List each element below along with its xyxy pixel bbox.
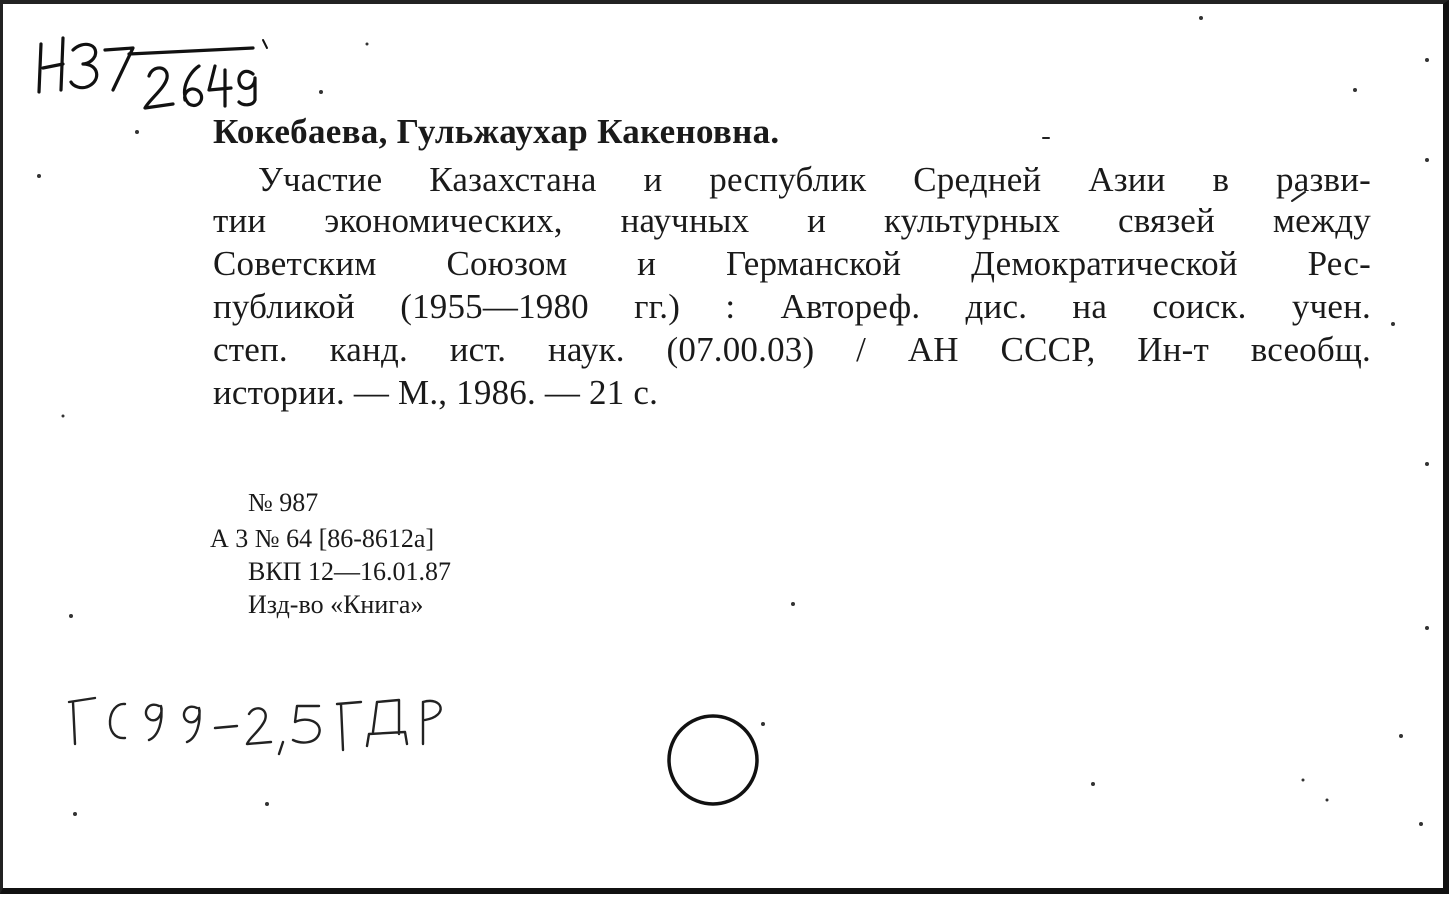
publisher-line: Изд-во «Книга» [248, 590, 424, 619]
scan-noise [3, 4, 1449, 898]
description-line-1: Участие Казахстана и республик Средней Азии в разви- [258, 160, 1371, 199]
order-reference: А 3 № 64 [86-8612а] [210, 524, 435, 553]
vkp-reference: ВКП 12—16.01.87 [248, 557, 451, 586]
description-line-6: истории. — М., 1986. — 21 с. [213, 373, 659, 412]
description-line-3: Советским Союзом и Германской Демократической Рес- [213, 244, 1371, 283]
item-number: № 987 [248, 488, 319, 517]
author-heading: Кокебаева, Гульжаухар Какеновна. [213, 112, 780, 151]
description-line-5: степ. канд. ист. наук. (07.00.03) / АН СССР, Ин-т всеобщ. [213, 330, 1371, 369]
description-line-4: публикой (1955—1980 гг.) : Автореф. дис. на соиск. учен. [213, 287, 1371, 326]
description-line-2: тии экономических, научных и культурных связей между [213, 201, 1371, 240]
